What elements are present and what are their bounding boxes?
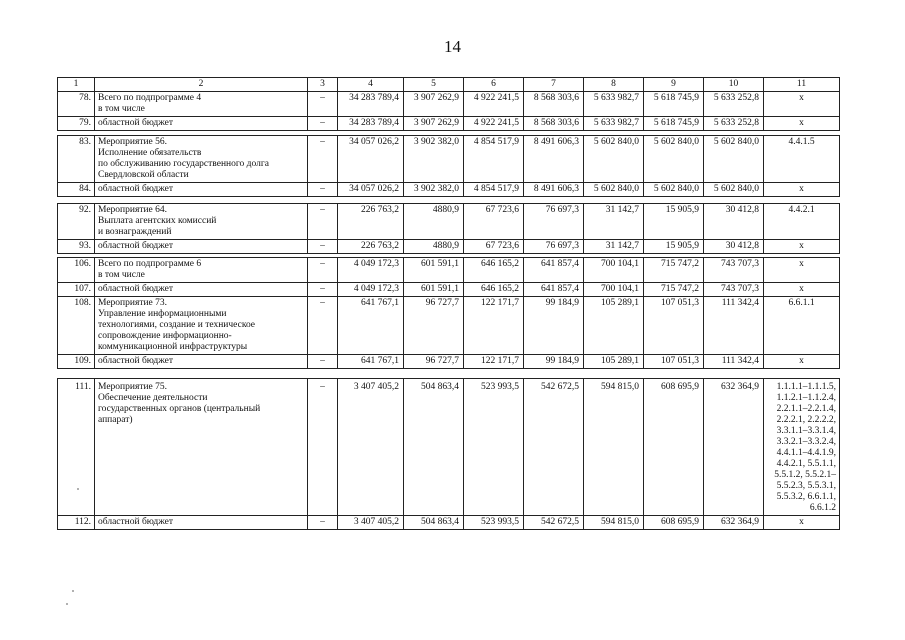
row-number: 108. (58, 297, 95, 355)
row-number: 84. (58, 183, 95, 197)
budget-table-section-5 (57, 378, 840, 530)
cell-col3: – (308, 355, 338, 369)
cell-value: 4880,9 (404, 240, 464, 254)
cell-value: 5 602 840,0 (704, 136, 764, 183)
cell-value: 30 412,8 (704, 240, 764, 254)
header-cell: 4 (338, 78, 404, 92)
table-row (58, 240, 840, 254)
table-row (58, 258, 840, 283)
cell-value: 107 051,3 (644, 297, 704, 355)
row-description: областной бюджет (95, 516, 308, 530)
cell-value: 5 618 745,9 (644, 117, 704, 131)
budget-table-section-3 (57, 203, 840, 254)
table-row (58, 379, 840, 516)
cell-value: 5 633 252,8 (704, 117, 764, 131)
table-row (58, 297, 840, 355)
header-cell: 5 (404, 78, 464, 92)
cell-value: 67 723,6 (464, 204, 524, 240)
cell-target-codes: х (764, 258, 840, 283)
scan-speck (77, 488, 79, 490)
cell-target-codes: 4.4.2.1 (764, 204, 840, 240)
table-row (58, 283, 840, 297)
cell-value: 31 142,7 (584, 240, 644, 254)
budget-table-section-4 (57, 257, 840, 369)
row-number: 93. (58, 240, 95, 254)
cell-value: 76 697,3 (524, 204, 584, 240)
scan-speck (66, 603, 68, 605)
row-description: областной бюджет (95, 117, 308, 131)
cell-value: 715 747,2 (644, 283, 704, 297)
cell-value: 743 707,3 (704, 283, 764, 297)
cell-target-codes: х (764, 355, 840, 369)
cell-value: 4880,9 (404, 204, 464, 240)
header-cell: 2 (95, 78, 308, 92)
cell-value: 96 727,7 (404, 355, 464, 369)
row-number: 78. (58, 92, 95, 117)
scan-speck (72, 590, 74, 592)
cell-value: 5 602 840,0 (584, 183, 644, 197)
cell-value: 3 907 262,9 (404, 117, 464, 131)
row-number: 83. (58, 136, 95, 183)
row-number: 79. (58, 117, 95, 131)
table-row (58, 355, 840, 369)
cell-value: 715 747,2 (644, 258, 704, 283)
cell-target-codes: 6.6.1.1 (764, 297, 840, 355)
cell-total: 641 767,1 (338, 297, 404, 355)
row-number: 109. (58, 355, 95, 369)
cell-value: 15 905,9 (644, 240, 704, 254)
cell-value: 8 491 606,3 (524, 183, 584, 197)
cell-total: 4 049 172,3 (338, 283, 404, 297)
cell-value: 15 905,9 (644, 204, 704, 240)
cell-value: 31 142,7 (584, 204, 644, 240)
cell-value: 8 491 606,3 (524, 136, 584, 183)
cell-value: 641 857,4 (524, 258, 584, 283)
cell-value: 641 857,4 (524, 283, 584, 297)
cell-value: 601 591,1 (404, 258, 464, 283)
cell-total: 34 057 026,2 (338, 183, 404, 197)
row-number: 106. (58, 258, 95, 283)
cell-col3: – (308, 516, 338, 530)
cell-value: 504 863,4 (404, 516, 464, 530)
cell-target-codes: х (764, 92, 840, 117)
row-number: 92. (58, 204, 95, 240)
cell-col3: – (308, 92, 338, 117)
cell-value: 504 863,4 (404, 379, 464, 516)
cell-value: 743 707,3 (704, 258, 764, 283)
cell-target-codes: х (764, 240, 840, 254)
header-cell: 7 (524, 78, 584, 92)
row-description: Всего по подпрограмме 4 в том числе (95, 92, 308, 117)
cell-value: 646 165,2 (464, 283, 524, 297)
cell-value: 8 568 303,6 (524, 117, 584, 131)
cell-target-codes: х (764, 117, 840, 131)
table-row (58, 204, 840, 240)
cell-value: 5 602 840,0 (584, 136, 644, 183)
cell-value: 608 695,9 (644, 516, 704, 530)
page-number: 14 (444, 37, 461, 56)
cell-value: 5 602 840,0 (644, 183, 704, 197)
row-description: Мероприятие 73. Управление информационными технологиями, создание и техническое сопровождение информационно- коммуникационной инфраструктуры (95, 297, 308, 355)
cell-col3: – (308, 117, 338, 131)
row-description: Всего по подпрограмме 6 в том числе (95, 258, 308, 283)
cell-value: 99 184,9 (524, 297, 584, 355)
cell-col3: – (308, 379, 338, 516)
cell-value: 4 922 241,5 (464, 92, 524, 117)
cell-total: 4 049 172,3 (338, 258, 404, 283)
cell-col3: – (308, 136, 338, 183)
table-row (58, 117, 840, 131)
cell-value: 632 364,9 (704, 516, 764, 530)
cell-total: 641 767,1 (338, 355, 404, 369)
cell-target-codes: 4.4.1.5 (764, 136, 840, 183)
budget-table-section-2 (57, 135, 840, 197)
header-cell: 3 (308, 78, 338, 92)
cell-value: 76 697,3 (524, 240, 584, 254)
cell-value: 4 854 517,9 (464, 183, 524, 197)
cell-value: 523 993,5 (464, 516, 524, 530)
cell-total: 3 407 405,2 (338, 516, 404, 530)
cell-value: 4 854 517,9 (464, 136, 524, 183)
cell-col3: – (308, 258, 338, 283)
cell-value: 8 568 303,6 (524, 92, 584, 117)
row-description: областной бюджет (95, 355, 308, 369)
cell-value: 632 364,9 (704, 379, 764, 516)
cell-col3: – (308, 183, 338, 197)
cell-value: 96 727,7 (404, 297, 464, 355)
cell-value: 4 922 241,5 (464, 117, 524, 131)
cell-value: 5 602 840,0 (704, 183, 764, 197)
cell-value: 67 723,6 (464, 240, 524, 254)
cell-value: 5 618 745,9 (644, 92, 704, 117)
row-description: Мероприятие 56. Исполнение обязательств по обслуживанию государственного долга Свердловской области (95, 136, 308, 183)
cell-value: 5 633 982,7 (584, 117, 644, 131)
cell-col3: – (308, 297, 338, 355)
header-cell: 10 (704, 78, 764, 92)
cell-value: 111 342,4 (704, 355, 764, 369)
row-description: областной бюджет (95, 240, 308, 254)
cell-value: 5 633 982,7 (584, 92, 644, 117)
table-row (58, 136, 840, 183)
cell-value: 608 695,9 (644, 379, 704, 516)
row-number: 107. (58, 283, 95, 297)
cell-value: 5 633 252,8 (704, 92, 764, 117)
header-cell: 1 (58, 78, 95, 92)
cell-value: 594 815,0 (584, 516, 644, 530)
cell-target-codes: х (764, 516, 840, 530)
row-description: Мероприятие 75. Обеспечение деятельности государственных органов (центральный аппарат) (95, 379, 308, 516)
cell-value: 3 902 382,0 (404, 136, 464, 183)
cell-value: 3 907 262,9 (404, 92, 464, 117)
cell-col3: – (308, 240, 338, 254)
cell-target-codes: х (764, 183, 840, 197)
header-row (58, 78, 840, 92)
cell-col3: – (308, 283, 338, 297)
cell-value: 700 104,1 (584, 283, 644, 297)
header-cell: 11 (764, 78, 840, 92)
cell-value: 122 171,7 (464, 297, 524, 355)
cell-value: 105 289,1 (584, 355, 644, 369)
table-row (58, 183, 840, 197)
cell-total: 34 057 026,2 (338, 136, 404, 183)
header-cell: 9 (644, 78, 704, 92)
cell-value: 105 289,1 (584, 297, 644, 355)
cell-total: 226 763,2 (338, 204, 404, 240)
header-cell: 8 (584, 78, 644, 92)
cell-total: 34 283 789,4 (338, 117, 404, 131)
cell-target-codes: х (764, 283, 840, 297)
cell-total: 3 407 405,2 (338, 379, 404, 516)
cell-col3: – (308, 204, 338, 240)
cell-value: 523 993,5 (464, 379, 524, 516)
table-row (58, 92, 840, 117)
cell-value: 594 815,0 (584, 379, 644, 516)
cell-total: 226 763,2 (338, 240, 404, 254)
cell-value: 99 184,9 (524, 355, 584, 369)
table-row (58, 516, 840, 530)
cell-value: 646 165,2 (464, 258, 524, 283)
cell-value: 3 902 382,0 (404, 183, 464, 197)
cell-value: 122 171,7 (464, 355, 524, 369)
cell-value: 542 672,5 (524, 516, 584, 530)
row-description: областной бюджет (95, 183, 308, 197)
cell-value: 107 051,3 (644, 355, 704, 369)
row-number: 111. (58, 379, 95, 516)
cell-value: 601 591,1 (404, 283, 464, 297)
row-description: областной бюджет (95, 283, 308, 297)
budget-table-section-1 (57, 77, 840, 131)
cell-total: 34 283 789,4 (338, 92, 404, 117)
cell-value: 700 104,1 (584, 258, 644, 283)
cell-value: 5 602 840,0 (644, 136, 704, 183)
cell-value: 542 672,5 (524, 379, 584, 516)
header-cell: 6 (464, 78, 524, 92)
row-number: 112. (58, 516, 95, 530)
row-description: Мероприятие 64. Выплата агентских комиссий и вознаграждений (95, 204, 308, 240)
cell-target-codes: 1.1.1.1–1.1.1.5, 1.1.2.1–1.1.2.4, 2.2.1.1–2.2.1.4, 2.2.2.1, 2.2.2.2, 3.3.1.1–3.3.1.4, 3.3.2.1–3.3.2.4, 4.4.1.1–4.4.1.9, 4.4.2.1, 5.5.1.1, 5.5.1.2, 5.5.2.1– 5.5.2.3, 5.5.3.1, 5.5.3.2, 6.6.1.1, 6.6.1.2 (764, 379, 840, 516)
cell-value: 111 342,4 (704, 297, 764, 355)
cell-value: 30 412,8 (704, 204, 764, 240)
